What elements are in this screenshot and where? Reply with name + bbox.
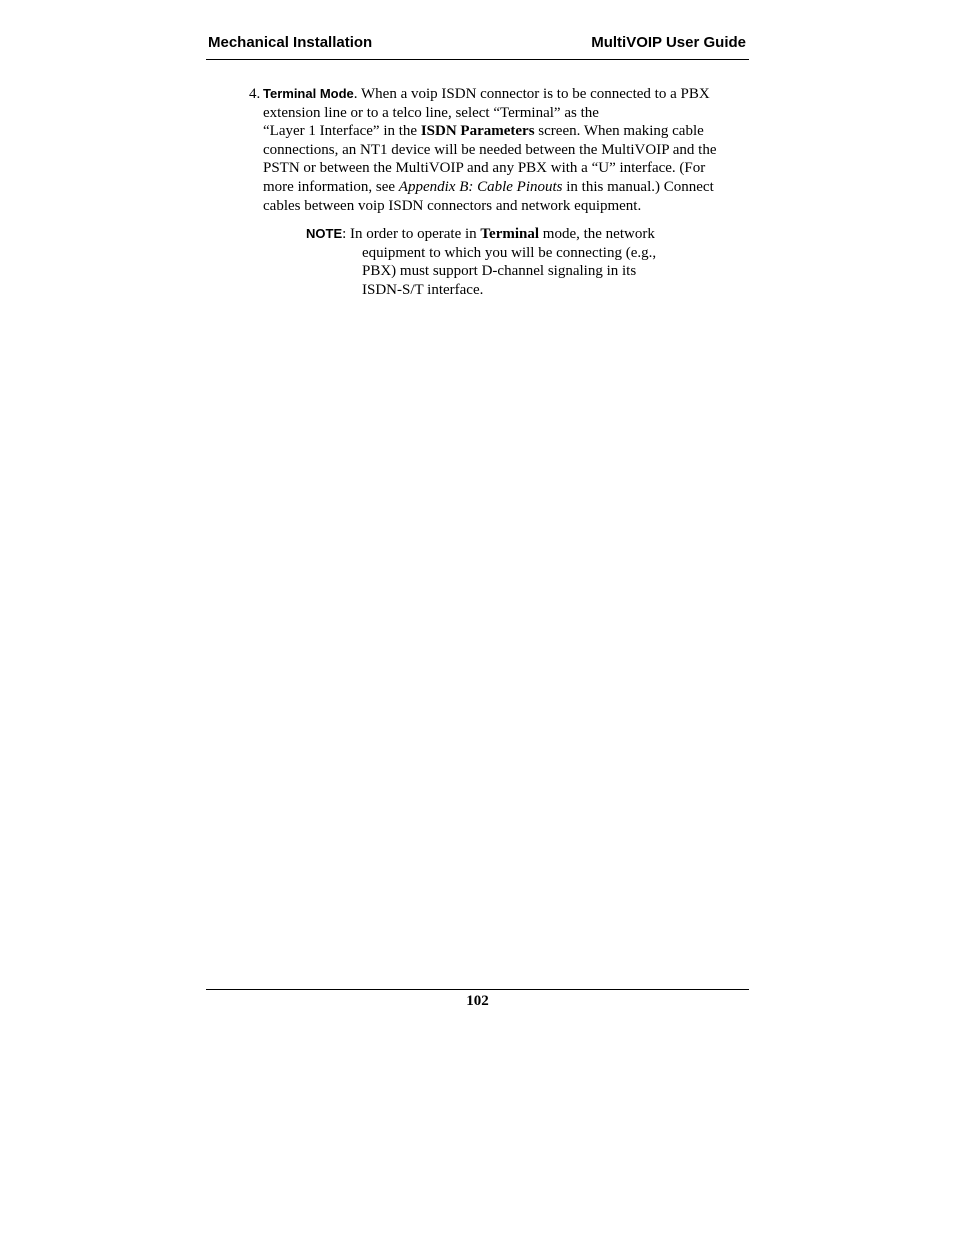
paragraph-line-6 [263, 178, 749, 197]
header-section-title: Mechanical Installation [208, 34, 373, 51]
header-guide-title: MultiVOIP User Guide [591, 34, 746, 51]
paragraph-line-1 [263, 85, 749, 104]
item-title: Terminal Mode [263, 86, 354, 101]
note-line-2: equipment to which you will be connecting (e.g., [362, 244, 657, 261]
note-label: NOTE [306, 226, 343, 241]
note-line-3: PBX) must support D-channel signaling in its [362, 263, 637, 280]
page-footer [206, 989, 749, 1010]
list-item-terminal-mode [249, 85, 749, 215]
note-line-4: ISDN-S/T interface. [362, 281, 484, 298]
note-text: mode, the network [539, 226, 655, 242]
note-line-1 [306, 225, 726, 244]
paragraph-text: “Layer 1 Interface” in the [263, 123, 421, 140]
paragraph-line-5: PSTN or between the MultiVOIP and any PBX with a “U” interface. (For [263, 160, 706, 177]
paragraph-line-4: connections, an NT1 device will be needed between the MultiVOIP and the [263, 141, 717, 158]
page-number: 102 [466, 993, 489, 1009]
terminal-emphasis: Terminal [480, 226, 540, 242]
note-text: : In order to operate in [342, 226, 481, 242]
paragraph-text: in this manual.) Connect [562, 178, 714, 195]
paragraph-line-2: extension line or to a telco line, select “Terminal” as the [263, 104, 599, 121]
paragraph-text: . When a voip ISDN connector is to be connected to a PBX [353, 86, 710, 102]
list-item-body [263, 85, 749, 215]
appendix-reference: Appendix B: Cable Pinouts [398, 178, 563, 195]
isdn-parameters-emphasis: ISDN Parameters [420, 123, 535, 140]
paragraph-line-7: cables between voip ISDN connectors and network equipment. [263, 197, 642, 214]
page-header [206, 33, 749, 60]
paragraph-text: screen. When making cable [534, 123, 704, 140]
paragraph-line-3 [263, 122, 749, 141]
paragraph-text: more information, see [263, 178, 399, 195]
note-block [306, 225, 726, 299]
list-item-number: 4. [249, 86, 261, 102]
